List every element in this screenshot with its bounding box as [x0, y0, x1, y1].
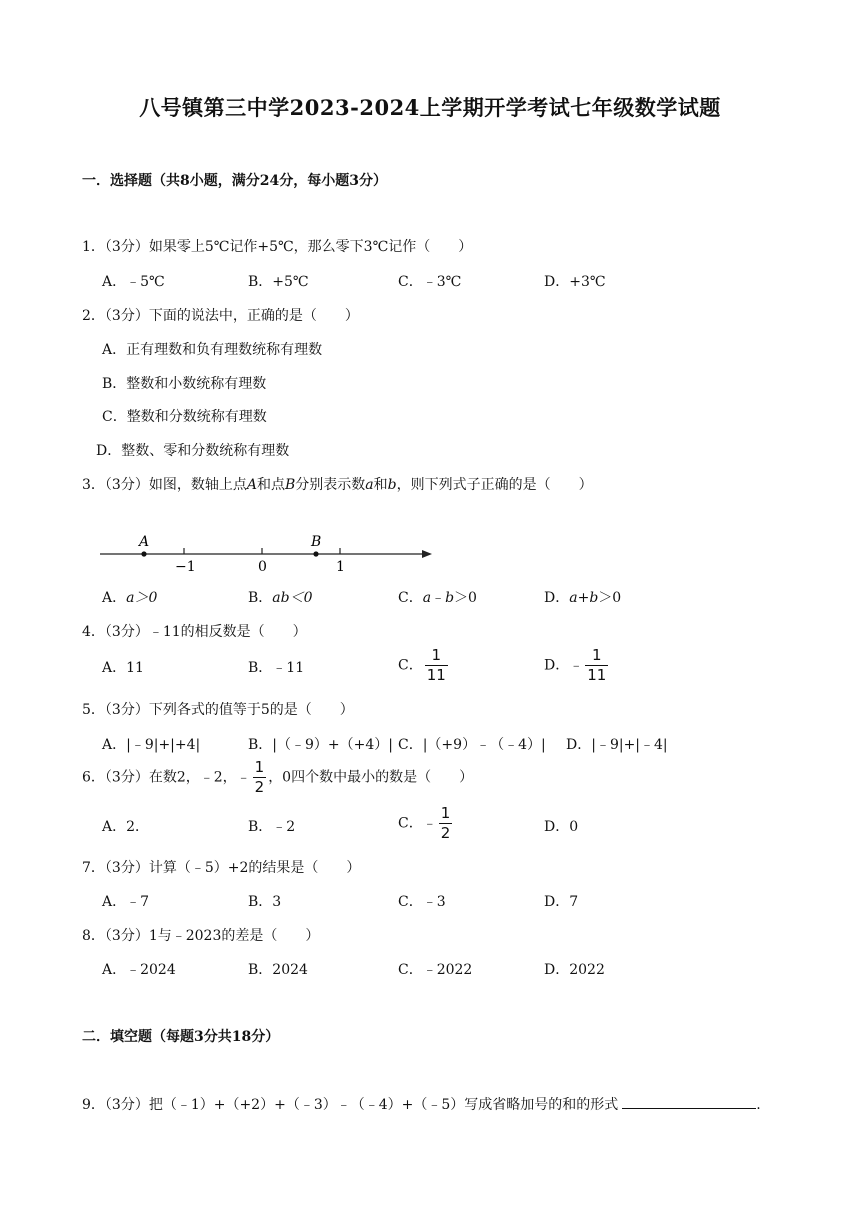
q3-option-d-letter: D．: [544, 590, 570, 606]
q4-option-d-numerator: 1: [592, 646, 602, 664]
q4-option-c: [398, 648, 450, 683]
q9-answer-blank: [622, 1096, 756, 1109]
q3-option-c-letter: C．: [398, 590, 423, 606]
q3-stem-mid2: 分别表示数: [295, 477, 366, 493]
q3-option-b-letter: B．: [248, 590, 273, 606]
q8-option-a: A．﹣2024: [102, 962, 176, 978]
q6-stem-post: ，0四个数中最小的数是（ ）: [268, 769, 474, 786]
q3-option-b: [248, 587, 313, 607]
q6-stem-numerator: 1: [254, 758, 265, 776]
q3-var-a: a: [365, 477, 374, 493]
q3-option-d-rest: ＞0: [598, 590, 622, 606]
q3-var-b: b: [387, 477, 397, 493]
q3-stem-post: ，则下列式子正确的是（ ）: [396, 477, 593, 493]
q4-option-d: [544, 648, 610, 683]
q6-stem-fraction: [253, 760, 267, 795]
question-8-stem: 8．（3分）1与﹣2023的差是（ ）: [82, 928, 320, 944]
q3-option-c-var1: a: [422, 590, 432, 606]
q5-option-c: C．|（+9）﹣（﹣4）|: [398, 737, 546, 753]
point-b-label: B: [311, 534, 322, 550]
q6-stem-pre: 6．（3分）在数2，﹣2，: [82, 769, 237, 786]
q3-option-d-var1: a: [569, 590, 578, 606]
q4-option-d-sign: ﹣: [569, 657, 584, 674]
q6-option-a: A．2．: [102, 819, 150, 835]
q6-option-d: D．0: [544, 819, 579, 835]
question-5-stem: 5．（3分）下列各式的值等于5的是（ ）: [82, 702, 354, 718]
q2-option-c: C．整数和分数统称有理数: [102, 409, 267, 425]
q6-option-c-denominator: 2: [440, 824, 451, 842]
q4-option-c-fraction: [425, 648, 448, 683]
q3-option-d-var2: b: [589, 590, 599, 606]
q6-option-c-fraction: [439, 806, 453, 841]
q2-option-a: A．正有理数和负有理数统称有理数: [102, 342, 323, 358]
q8-option-b: B．2024: [248, 962, 308, 978]
q3-option-c: [398, 587, 477, 607]
q4-option-c-letter: C．: [398, 657, 423, 674]
q3-option-c-var2: b: [445, 590, 455, 606]
question-7-stem: 7．（3分）计算（﹣5）+2的结果是（ ）: [82, 860, 361, 876]
question-3-stem: [82, 474, 593, 494]
number-line-arrow: [422, 550, 432, 558]
q2-option-b: B．整数和小数统称有理数: [102, 376, 267, 392]
q4-option-b: B．﹣11: [248, 660, 305, 676]
q3-option-a: [102, 587, 157, 607]
q3-point-a: A: [246, 477, 257, 493]
question-6-stem: [82, 760, 473, 795]
question-1-stem: 1．（3分）如果零上5℃记作+5℃，那么零下3℃记作（ ）: [82, 239, 473, 255]
q7-option-a: A．﹣7: [102, 894, 150, 910]
q6-option-c-sign: ﹣: [422, 815, 437, 832]
q4-option-c-numerator: 1: [431, 646, 442, 664]
tick-label-0: 0: [258, 559, 267, 575]
q3-stem-mid3: 和: [373, 477, 388, 493]
q5-option-b: B．|（﹣9）+（+4）|: [248, 737, 393, 753]
section-heading-fill-in: 二．填空题（每题3分共18分）: [82, 1029, 280, 1045]
section-heading-choice: 一．选择题（共8小题，满分24分，每小题3分）: [82, 173, 387, 189]
q7-option-c: C．﹣3: [398, 894, 446, 910]
q3-point-b: B: [284, 477, 296, 493]
q1-option-a: A．﹣5℃: [102, 274, 165, 290]
q3-option-c-op: ﹣: [431, 590, 446, 606]
point-b-dot: [313, 551, 318, 556]
tick-label-1: 1: [336, 559, 345, 575]
q5-option-a: A．|﹣9|+|+4|: [102, 737, 201, 753]
question-4-stem: 4．（3分）﹣11的相反数是（ ）: [82, 624, 307, 640]
q6-option-c-numerator: 1: [440, 804, 451, 822]
q9-stem-end: .: [756, 1097, 761, 1113]
q3-option-c-rest: ＞0: [454, 590, 477, 606]
point-a-label: A: [139, 534, 150, 550]
question-2-stem: 2．（3分）下面的说法中，正确的是（ ）: [82, 308, 359, 324]
point-a-dot: [141, 551, 146, 556]
tick-label-minus-1: −1: [175, 559, 196, 575]
q6-option-b: B．﹣2: [248, 819, 296, 835]
q3-option-d-op: +: [577, 590, 590, 606]
q1-option-d: D．+3℃: [544, 274, 606, 290]
q6-option-c-letter: C．: [398, 815, 423, 832]
q8-option-d: D．2022: [544, 962, 605, 978]
number-line-figure: [96, 532, 440, 576]
q4-option-d-fraction: [585, 648, 608, 683]
page-title: 八号镇第三中学2023-2024上学期开学考试七年级数学试题: [139, 95, 721, 120]
q3-option-a-expr: a＞0: [126, 590, 158, 606]
q6-option-c: [398, 806, 454, 841]
q6-stem-denominator: 2: [254, 778, 265, 796]
q7-option-b: B．3: [248, 894, 282, 910]
q1-option-c: C．﹣3℃: [398, 274, 462, 290]
q3-option-b-expr: ab＜0: [272, 590, 313, 606]
q3-option-a-letter: A．: [102, 590, 127, 606]
q3-stem-mid1: 和点: [256, 477, 285, 493]
q5-option-d: D．|﹣9|+|﹣4|: [566, 737, 668, 753]
q7-option-d: D．7: [544, 894, 579, 910]
q4-option-c-denominator: 11: [426, 666, 446, 684]
q1-option-b: B．+5℃: [248, 274, 309, 290]
q8-option-c: C．﹣2022: [398, 962, 473, 978]
q4-option-d-letter: D．: [544, 657, 570, 674]
q3-stem-pre: 3．（3分）如图，数轴上点: [82, 477, 247, 493]
q2-option-d: D．整数、零和分数统称有理数: [96, 443, 290, 459]
q4-option-a: A．11: [102, 660, 144, 676]
q6-stem-frac-sign: ﹣: [236, 769, 251, 786]
q9-stem-text: 9．（3分）把（﹣1）+（+2）+（﹣3）﹣（﹣4）+（﹣5）写成省略加号的和的形式: [82, 1097, 619, 1113]
q3-option-d: [544, 587, 621, 607]
question-9-stem: [82, 1094, 761, 1114]
q4-option-d-denominator: 11: [587, 666, 607, 684]
